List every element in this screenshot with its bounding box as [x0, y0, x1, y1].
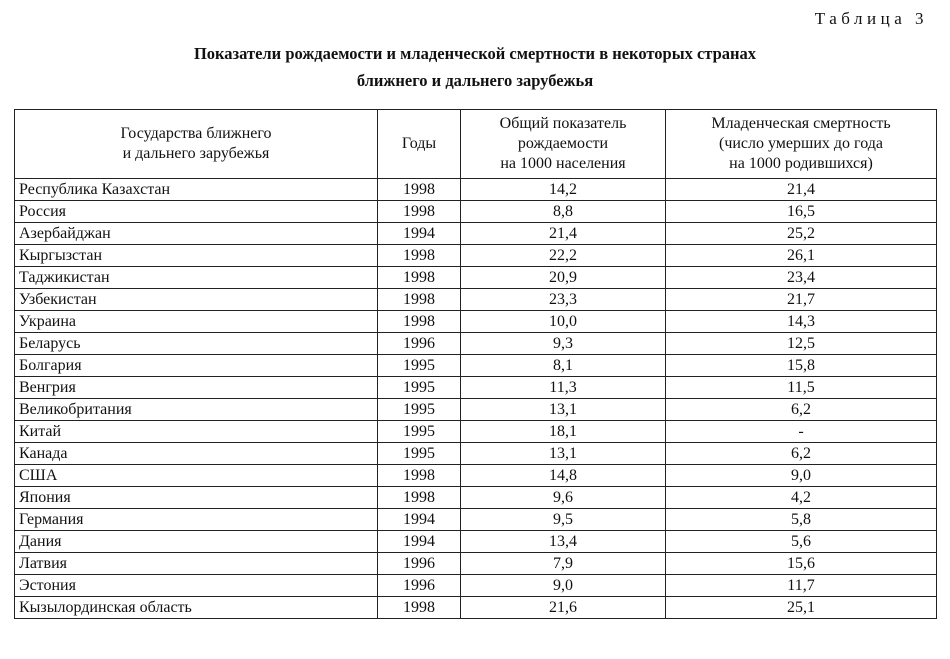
table-row — [15, 443, 937, 465]
cell-infant-mortality: - — [666, 421, 937, 443]
cell-country: Германия — [15, 509, 378, 531]
table-row — [15, 289, 937, 311]
table-row — [15, 179, 937, 201]
cell-year: 1998 — [378, 245, 461, 267]
cell-infant-mortality: 9,0 — [666, 465, 937, 487]
cell-country: Венгрия — [15, 377, 378, 399]
cell-infant-mortality: 5,8 — [666, 509, 937, 531]
header-infant-mortality-line-3: на 1000 родившихся) — [729, 155, 873, 172]
cell-birth-rate: 9,6 — [461, 487, 666, 509]
cell-year: 1998 — [378, 311, 461, 333]
cell-year: 1998 — [378, 597, 461, 619]
header-birth-rate-line-1: Общий показатель — [499, 115, 627, 132]
cell-birth-rate: 20,9 — [461, 267, 666, 289]
cell-birth-rate: 21,4 — [461, 223, 666, 245]
cell-infant-mortality: 14,3 — [666, 311, 937, 333]
table-title-line-2: ближнего и дальнего зарубежья — [356, 71, 594, 90]
cell-infant-mortality: 11,7 — [666, 575, 937, 597]
statistics-table — [14, 109, 937, 619]
table-body — [15, 179, 937, 619]
cell-infant-mortality: 6,2 — [666, 443, 937, 465]
cell-infant-mortality: 5,6 — [666, 531, 937, 553]
cell-infant-mortality: 26,1 — [666, 245, 937, 267]
table-row — [15, 355, 937, 377]
header-birth-rate-line-3: на 1000 населения — [500, 155, 626, 172]
table-row — [15, 597, 937, 619]
cell-birth-rate: 13,1 — [461, 399, 666, 421]
cell-year: 1996 — [378, 333, 461, 355]
cell-birth-rate: 13,4 — [461, 531, 666, 553]
cell-country: Дания — [15, 531, 378, 553]
cell-country: Таджикистан — [15, 267, 378, 289]
cell-year: 1994 — [378, 509, 461, 531]
table-row — [15, 399, 937, 421]
cell-infant-mortality: 16,5 — [666, 201, 937, 223]
header-year-line-1: Годы — [401, 135, 437, 152]
table-row — [15, 421, 937, 443]
cell-infant-mortality: 21,7 — [666, 289, 937, 311]
cell-birth-rate: 14,2 — [461, 179, 666, 201]
cell-year: 1994 — [378, 223, 461, 245]
cell-year: 1998 — [378, 289, 461, 311]
header-country-line-1: Государства ближнего — [120, 125, 272, 142]
table-number-label: Таблица 3 — [814, 9, 928, 28]
cell-birth-rate: 9,3 — [461, 333, 666, 355]
cell-year: 1995 — [378, 443, 461, 465]
cell-infant-mortality: 4,2 — [666, 487, 937, 509]
cell-country: Великобритания — [15, 399, 378, 421]
cell-country: Кыргызстан — [15, 245, 378, 267]
cell-infant-mortality: 15,6 — [666, 553, 937, 575]
table-row — [15, 575, 937, 597]
cell-country: Азербайджан — [15, 223, 378, 245]
cell-birth-rate: 23,3 — [461, 289, 666, 311]
cell-country: Беларусь — [15, 333, 378, 355]
cell-year: 1998 — [378, 201, 461, 223]
header-country-line-2: и дальнего зарубежья — [122, 145, 270, 162]
cell-country: Китай — [15, 421, 378, 443]
cell-country: Украина — [15, 311, 378, 333]
cell-year: 1995 — [378, 421, 461, 443]
cell-infant-mortality: 6,2 — [666, 399, 937, 421]
cell-year: 1996 — [378, 575, 461, 597]
cell-year: 1998 — [378, 465, 461, 487]
cell-year: 1998 — [378, 179, 461, 201]
cell-birth-rate: 14,8 — [461, 465, 666, 487]
header-country — [15, 110, 378, 179]
table-row — [15, 245, 937, 267]
cell-birth-rate: 11,3 — [461, 377, 666, 399]
cell-infant-mortality: 25,1 — [666, 597, 937, 619]
cell-birth-rate: 10,0 — [461, 311, 666, 333]
cell-year: 1994 — [378, 531, 461, 553]
cell-country: Кызылординская область — [15, 597, 378, 619]
table-row — [15, 267, 937, 289]
table-row — [15, 465, 937, 487]
cell-infant-mortality: 21,4 — [666, 179, 937, 201]
cell-birth-rate: 21,6 — [461, 597, 666, 619]
table-row — [15, 333, 937, 355]
table-row — [15, 487, 937, 509]
table-row — [15, 311, 937, 333]
cell-country: Болгария — [15, 355, 378, 377]
cell-year: 1995 — [378, 355, 461, 377]
cell-year: 1998 — [378, 267, 461, 289]
cell-infant-mortality: 23,4 — [666, 267, 937, 289]
cell-birth-rate: 7,9 — [461, 553, 666, 575]
cell-birth-rate: 22,2 — [461, 245, 666, 267]
cell-infant-mortality: 15,8 — [666, 355, 937, 377]
table-row — [15, 223, 937, 245]
cell-year: 1998 — [378, 487, 461, 509]
cell-birth-rate: 13,1 — [461, 443, 666, 465]
cell-birth-rate: 18,1 — [461, 421, 666, 443]
cell-birth-rate: 9,0 — [461, 575, 666, 597]
table-header-row — [15, 110, 937, 179]
cell-year: 1995 — [378, 399, 461, 421]
header-birth-rate-line-2: рождаемости — [517, 135, 609, 152]
cell-country: США — [15, 465, 378, 487]
cell-country: Россия — [15, 201, 378, 223]
table-row — [15, 509, 937, 531]
cell-country: Канада — [15, 443, 378, 465]
cell-year: 1996 — [378, 553, 461, 575]
cell-infant-mortality: 11,5 — [666, 377, 937, 399]
header-year — [378, 110, 461, 179]
table-row — [15, 531, 937, 553]
cell-year: 1995 — [378, 377, 461, 399]
header-birth-rate — [461, 110, 666, 179]
table-row — [15, 377, 937, 399]
cell-infant-mortality: 12,5 — [666, 333, 937, 355]
table-title-line-1: Показатели рождаемости и младенческой смертности в некоторых странах — [193, 44, 757, 63]
cell-birth-rate: 8,1 — [461, 355, 666, 377]
header-infant-mortality — [666, 110, 937, 179]
header-infant-mortality-line-2: (число умерших до года — [718, 135, 883, 152]
cell-birth-rate: 8,8 — [461, 201, 666, 223]
header-infant-mortality-line-1: Младенческая смертность — [711, 115, 891, 132]
cell-country: Эстония — [15, 575, 378, 597]
cell-birth-rate: 9,5 — [461, 509, 666, 531]
table-row — [15, 201, 937, 223]
table-row — [15, 553, 937, 575]
cell-infant-mortality: 25,2 — [666, 223, 937, 245]
cell-country: Узбекистан — [15, 289, 378, 311]
cell-country: Латвия — [15, 553, 378, 575]
cell-country: Япония — [15, 487, 378, 509]
cell-country: Республика Казахстан — [15, 179, 378, 201]
